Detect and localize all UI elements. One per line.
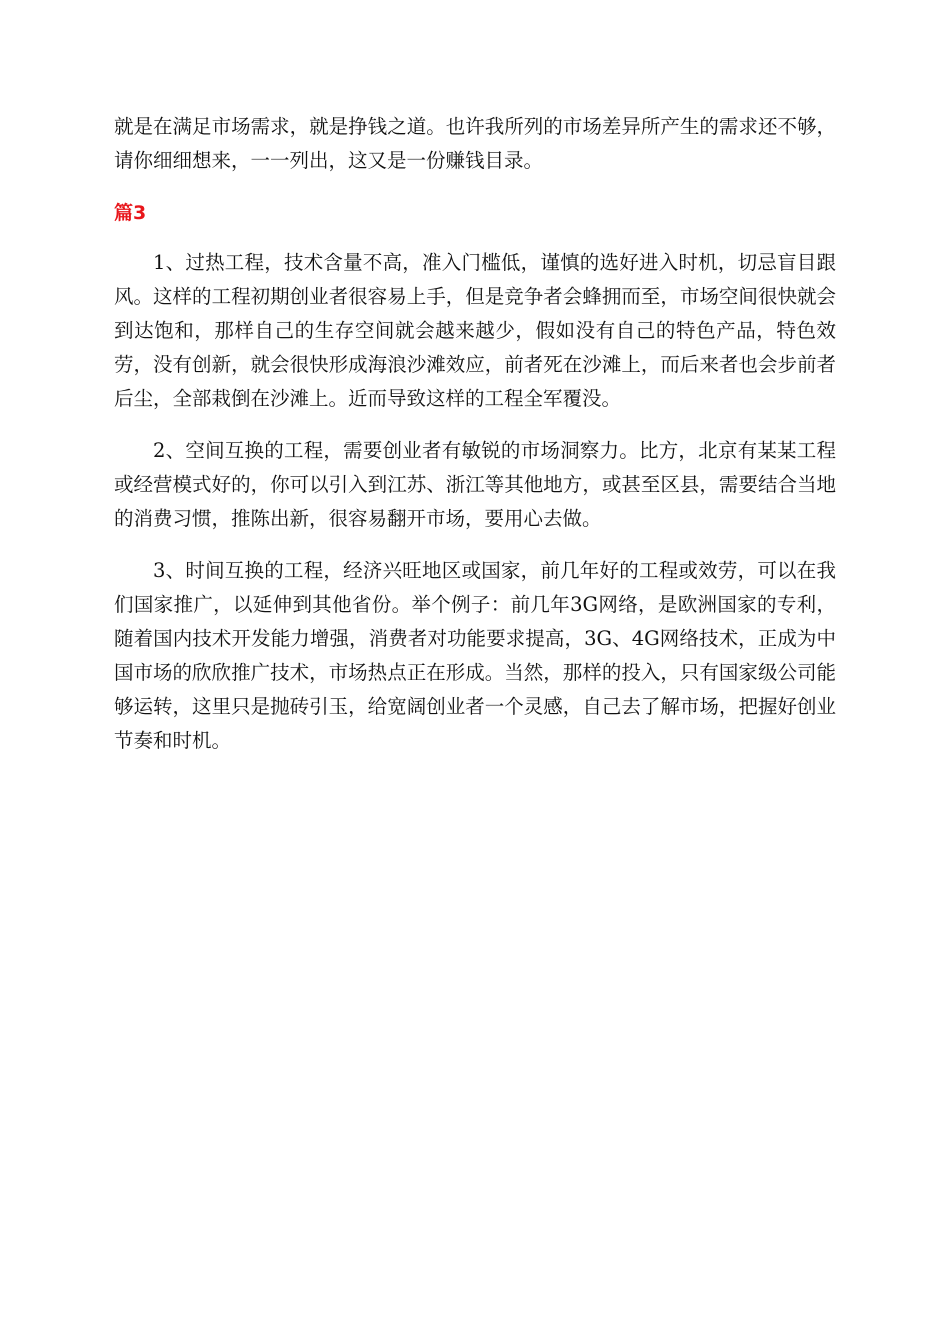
paragraph-1: 1、过热工程，技术含量不高，准入门槛低，谨慎的选好进入时机，切忌盲目跟风。这样的工程初期创业者很容易上手，但是竞争者会蜂拥而至，市场空间很快就会到达饱和，那样自己的生存空间就会越来越少，假如没有自己的特色产品，特色效劳，没有创新，就会很快形成海浪沙滩效应，前者死在沙滩上，而后来者也会步前者后尘，全部栽倒在沙滩上。近而导致这样的工程全军覆没。: [114, 251, 836, 410]
document-page: [114, 110, 836, 776]
section-heading: 篇3: [114, 202, 147, 224]
paragraph-3: 3、时间互换的工程，经济兴旺地区或国家，前几年好的工程或效劳，可以在我们国家推广，以延伸到其他省份。举个例子：前几年3G网络，是欧洲国家的专利，随着国内技术开发能力增强，消费者对功能要求提高，3G、4G网络技术，正成为中国市场的欣欣推广技术，市场热点正在形成。当然，那样的投入，只有国家级公司能够运转，这里只是抛砖引玉，给宽阔创业者一个灵感，自己去了解市场，把握好创业节奏和时机。: [114, 559, 836, 752]
paragraph-2: 2、空间互换的工程，需要创业者有敏锐的市场洞察力。比方，北京有某某工程或经营模式好的，你可以引入到江苏、浙江等其他地方，或甚至区县，需要结合当地的消费习惯，推陈出新，很容易翻开市场，要用心去做。: [114, 439, 836, 530]
continuation-paragraph: 就是在满足市场需求，就是挣钱之道。也许我所列的市场差异所产生的需求还不够，请你细细想来，一一列出，这又是一份赚钱目录。: [114, 115, 836, 172]
